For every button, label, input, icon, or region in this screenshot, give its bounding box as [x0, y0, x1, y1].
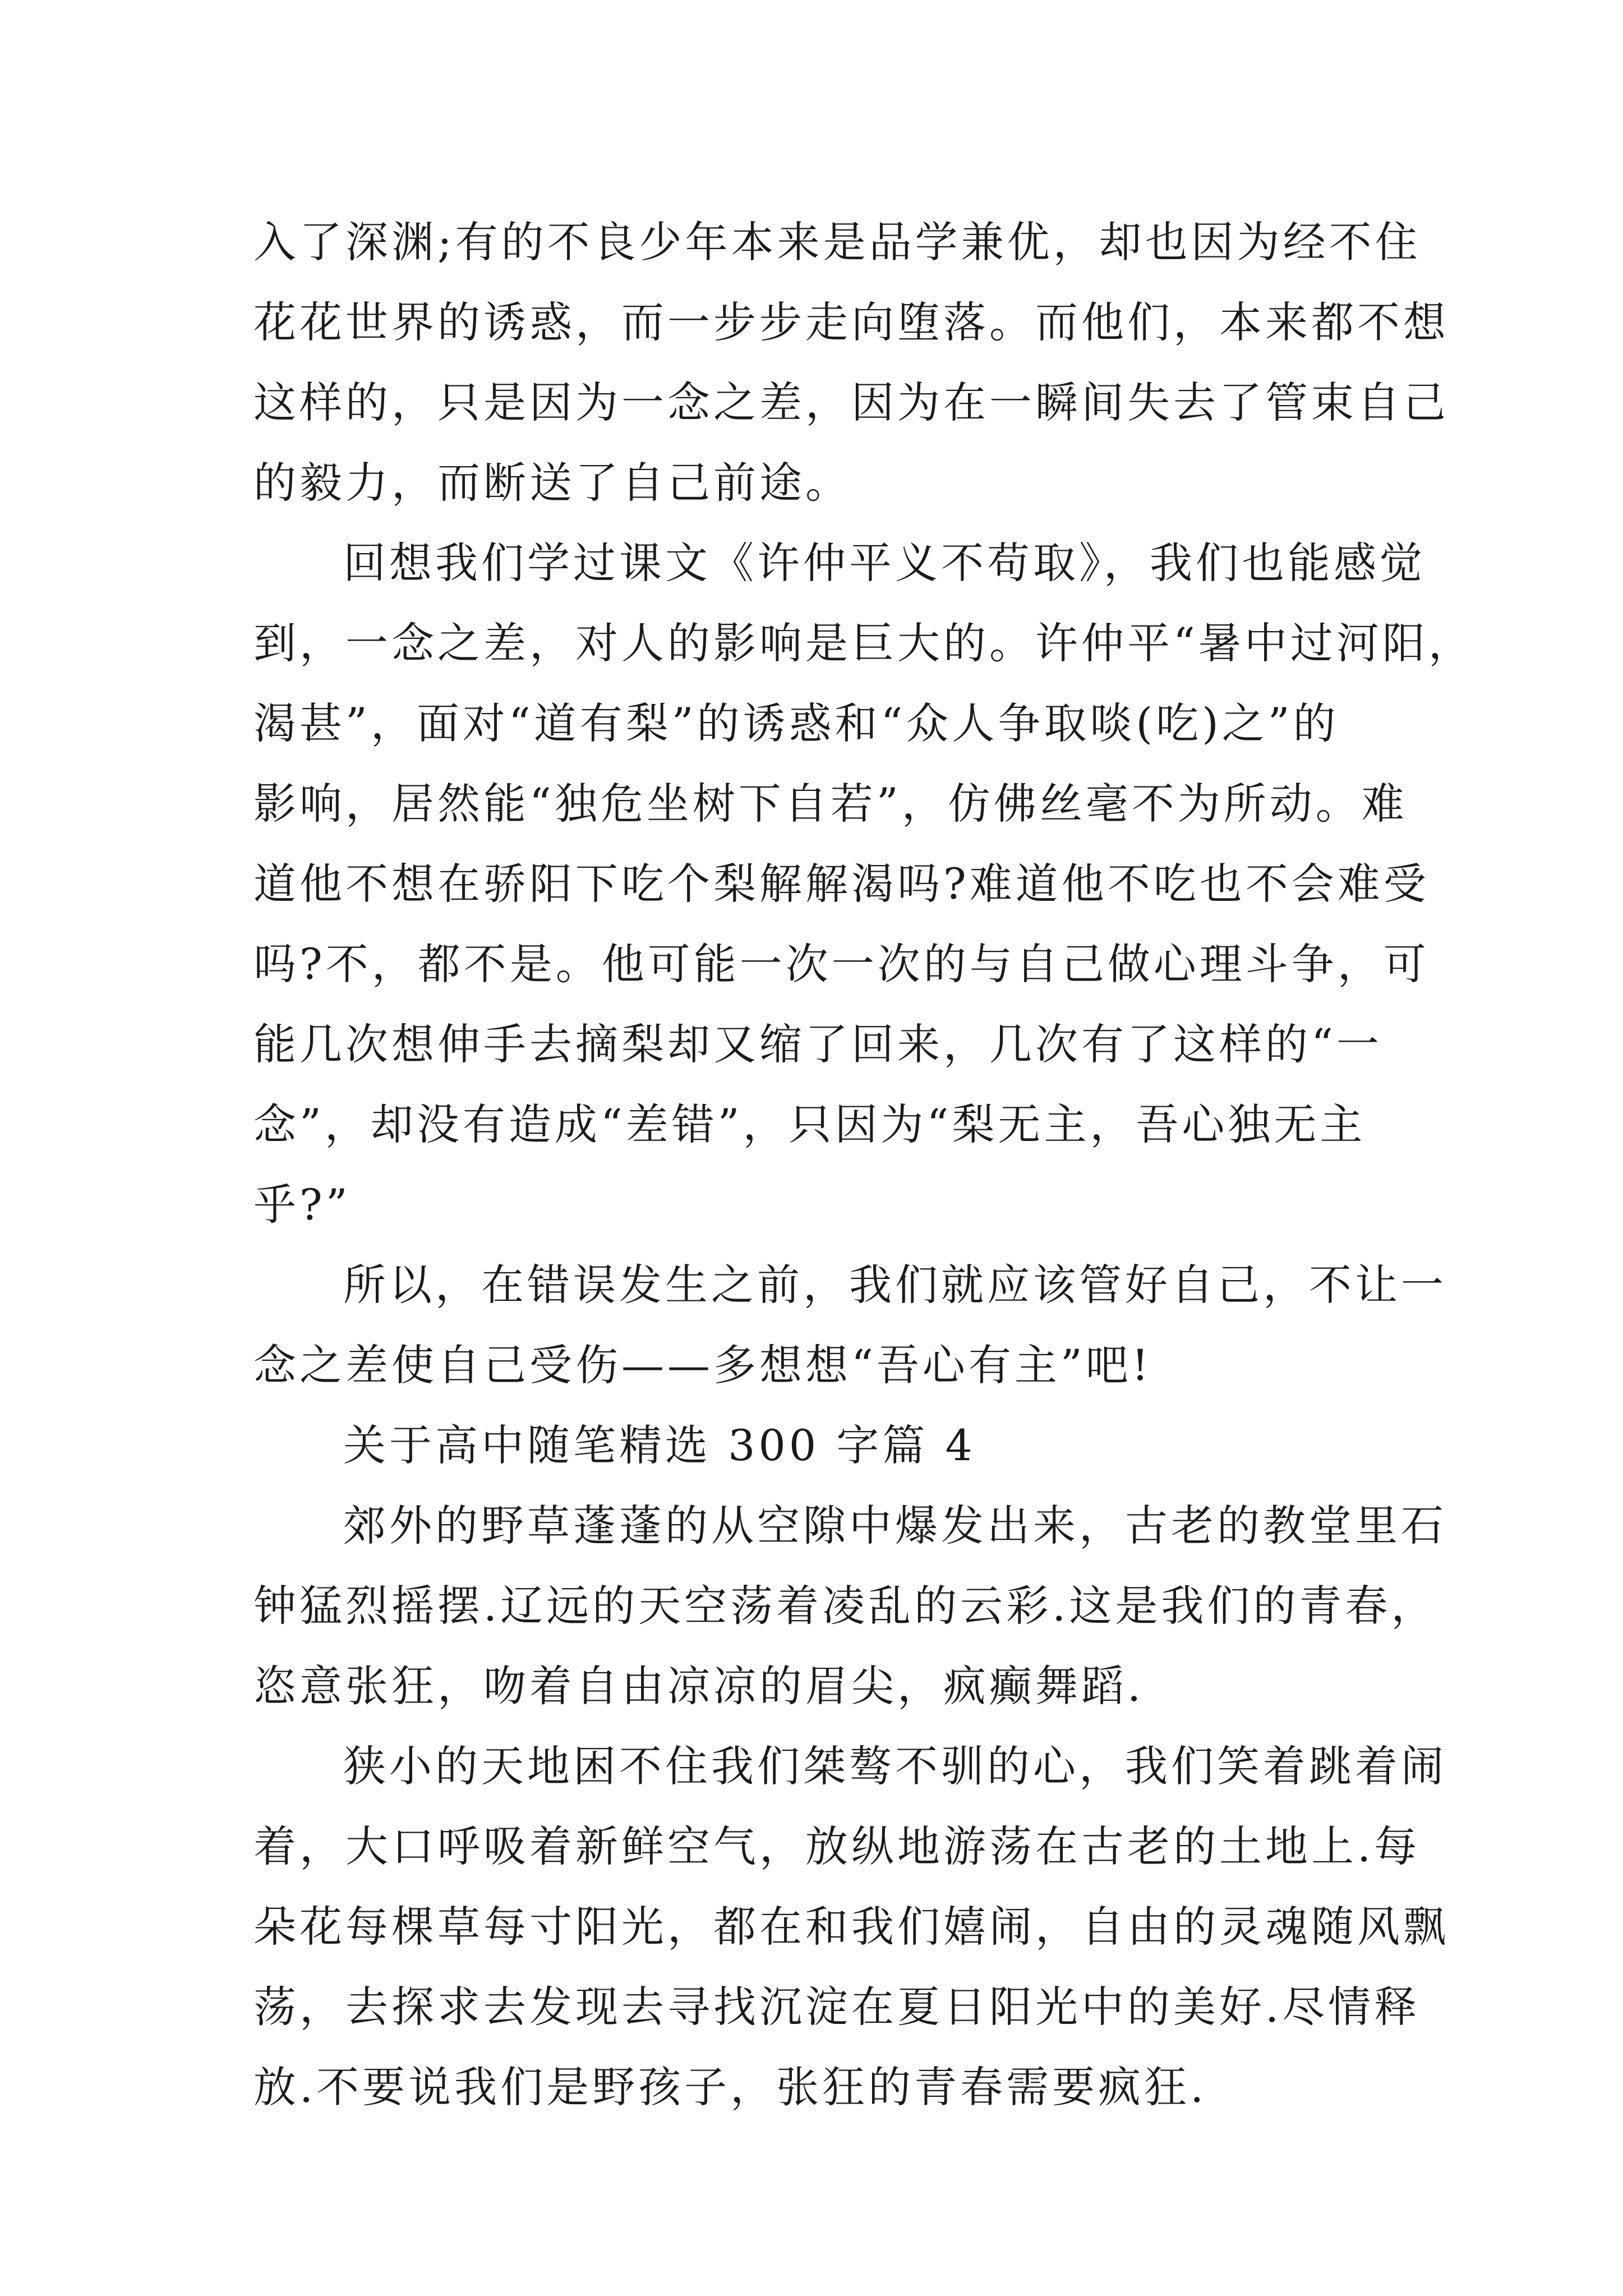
paragraph-first-line: 回想我们学过课文《许仲平义不苟取》，我们也能感觉: [343, 538, 1426, 588]
text-line: 这样的，只是因为一念之差，因为在一瞬间失去了管束自己: [253, 378, 1449, 427]
paragraph-first-line: 所以，在错误发生之前，我们就应该管好自己，不让一: [343, 1260, 1447, 1310]
text-line: 放.不要说我们是野孩子，张狂的青春需要疯狂.: [253, 2062, 1207, 2112]
text-line: 恣意张狂，吻着自由凉凉的眉尖，疯癫舞蹈.: [253, 1661, 1145, 1711]
text-line: 着，大口呼吸着新鲜空气，放纵地游荡在古老的土地上.每: [253, 1821, 1421, 1871]
text-line: 花花世界的诱惑，而一步步走向堕落。而他们，本来都不想: [253, 297, 1449, 347]
text-line: 吗?不，都不是。他可能一次一次的与自己做心理斗争，可: [253, 939, 1430, 989]
text-line: 念之差使自己受伤——多想想“吾心有主”吧!: [253, 1340, 1152, 1390]
document-body: [253, 202, 1474, 2127]
text-line: 荡，去探求去发现去寻找沉淀在夏日阳光中的美好.尽情释: [253, 1982, 1421, 2032]
text-line: 能几次想伸手去摘梨却又缩了回来，几次有了这样的“一: [253, 1019, 1382, 1069]
text-line: 乎?”: [253, 1180, 351, 1230]
paragraph-first-line: 狭小的天地困不住我们桀骜不驯的心，我们笑着跳着闹: [343, 1741, 1447, 1791]
text-line: 影响，居然能“独危坐树下自若”，仿佛丝毫不为所动。难: [253, 779, 1408, 829]
text-line: 念”，却没有造成“差错”，只因为“梨无主，吾心独无主: [253, 1099, 1366, 1149]
section-heading: 关于高中随笔精选 300 字篇 4: [343, 1420, 976, 1470]
text-line: 到，一念之差，对人的影响是巨大的。许仲平“暑中过河阳，: [253, 618, 1474, 668]
text-line: 渴甚”，面对“道有梨”的诱惑和“众人争取啖(吃)之”的: [253, 698, 1339, 748]
text-line: 的毅力，而断送了自己前途。: [253, 458, 851, 508]
text-line: 道他不想在骄阳下吃个梨解解渴吗?难道他不吃也不会难受: [253, 859, 1430, 909]
paragraph-first-line: 郊外的野草蓬蓬的从空隙中爆发出来，古老的教堂里石: [343, 1501, 1447, 1550]
text-line: 入了深渊;有的不良少年本来是品学兼优，却也因为经不住: [253, 217, 1421, 267]
text-line: 钟猛烈摇摆.辽远的天空荡着凌乱的云彩.这是我们的青春，: [253, 1581, 1437, 1631]
text-line: 朵花每棵草每寸阳光，都在和我们嬉闹，自由的灵魂随风飘: [253, 1902, 1449, 1952]
